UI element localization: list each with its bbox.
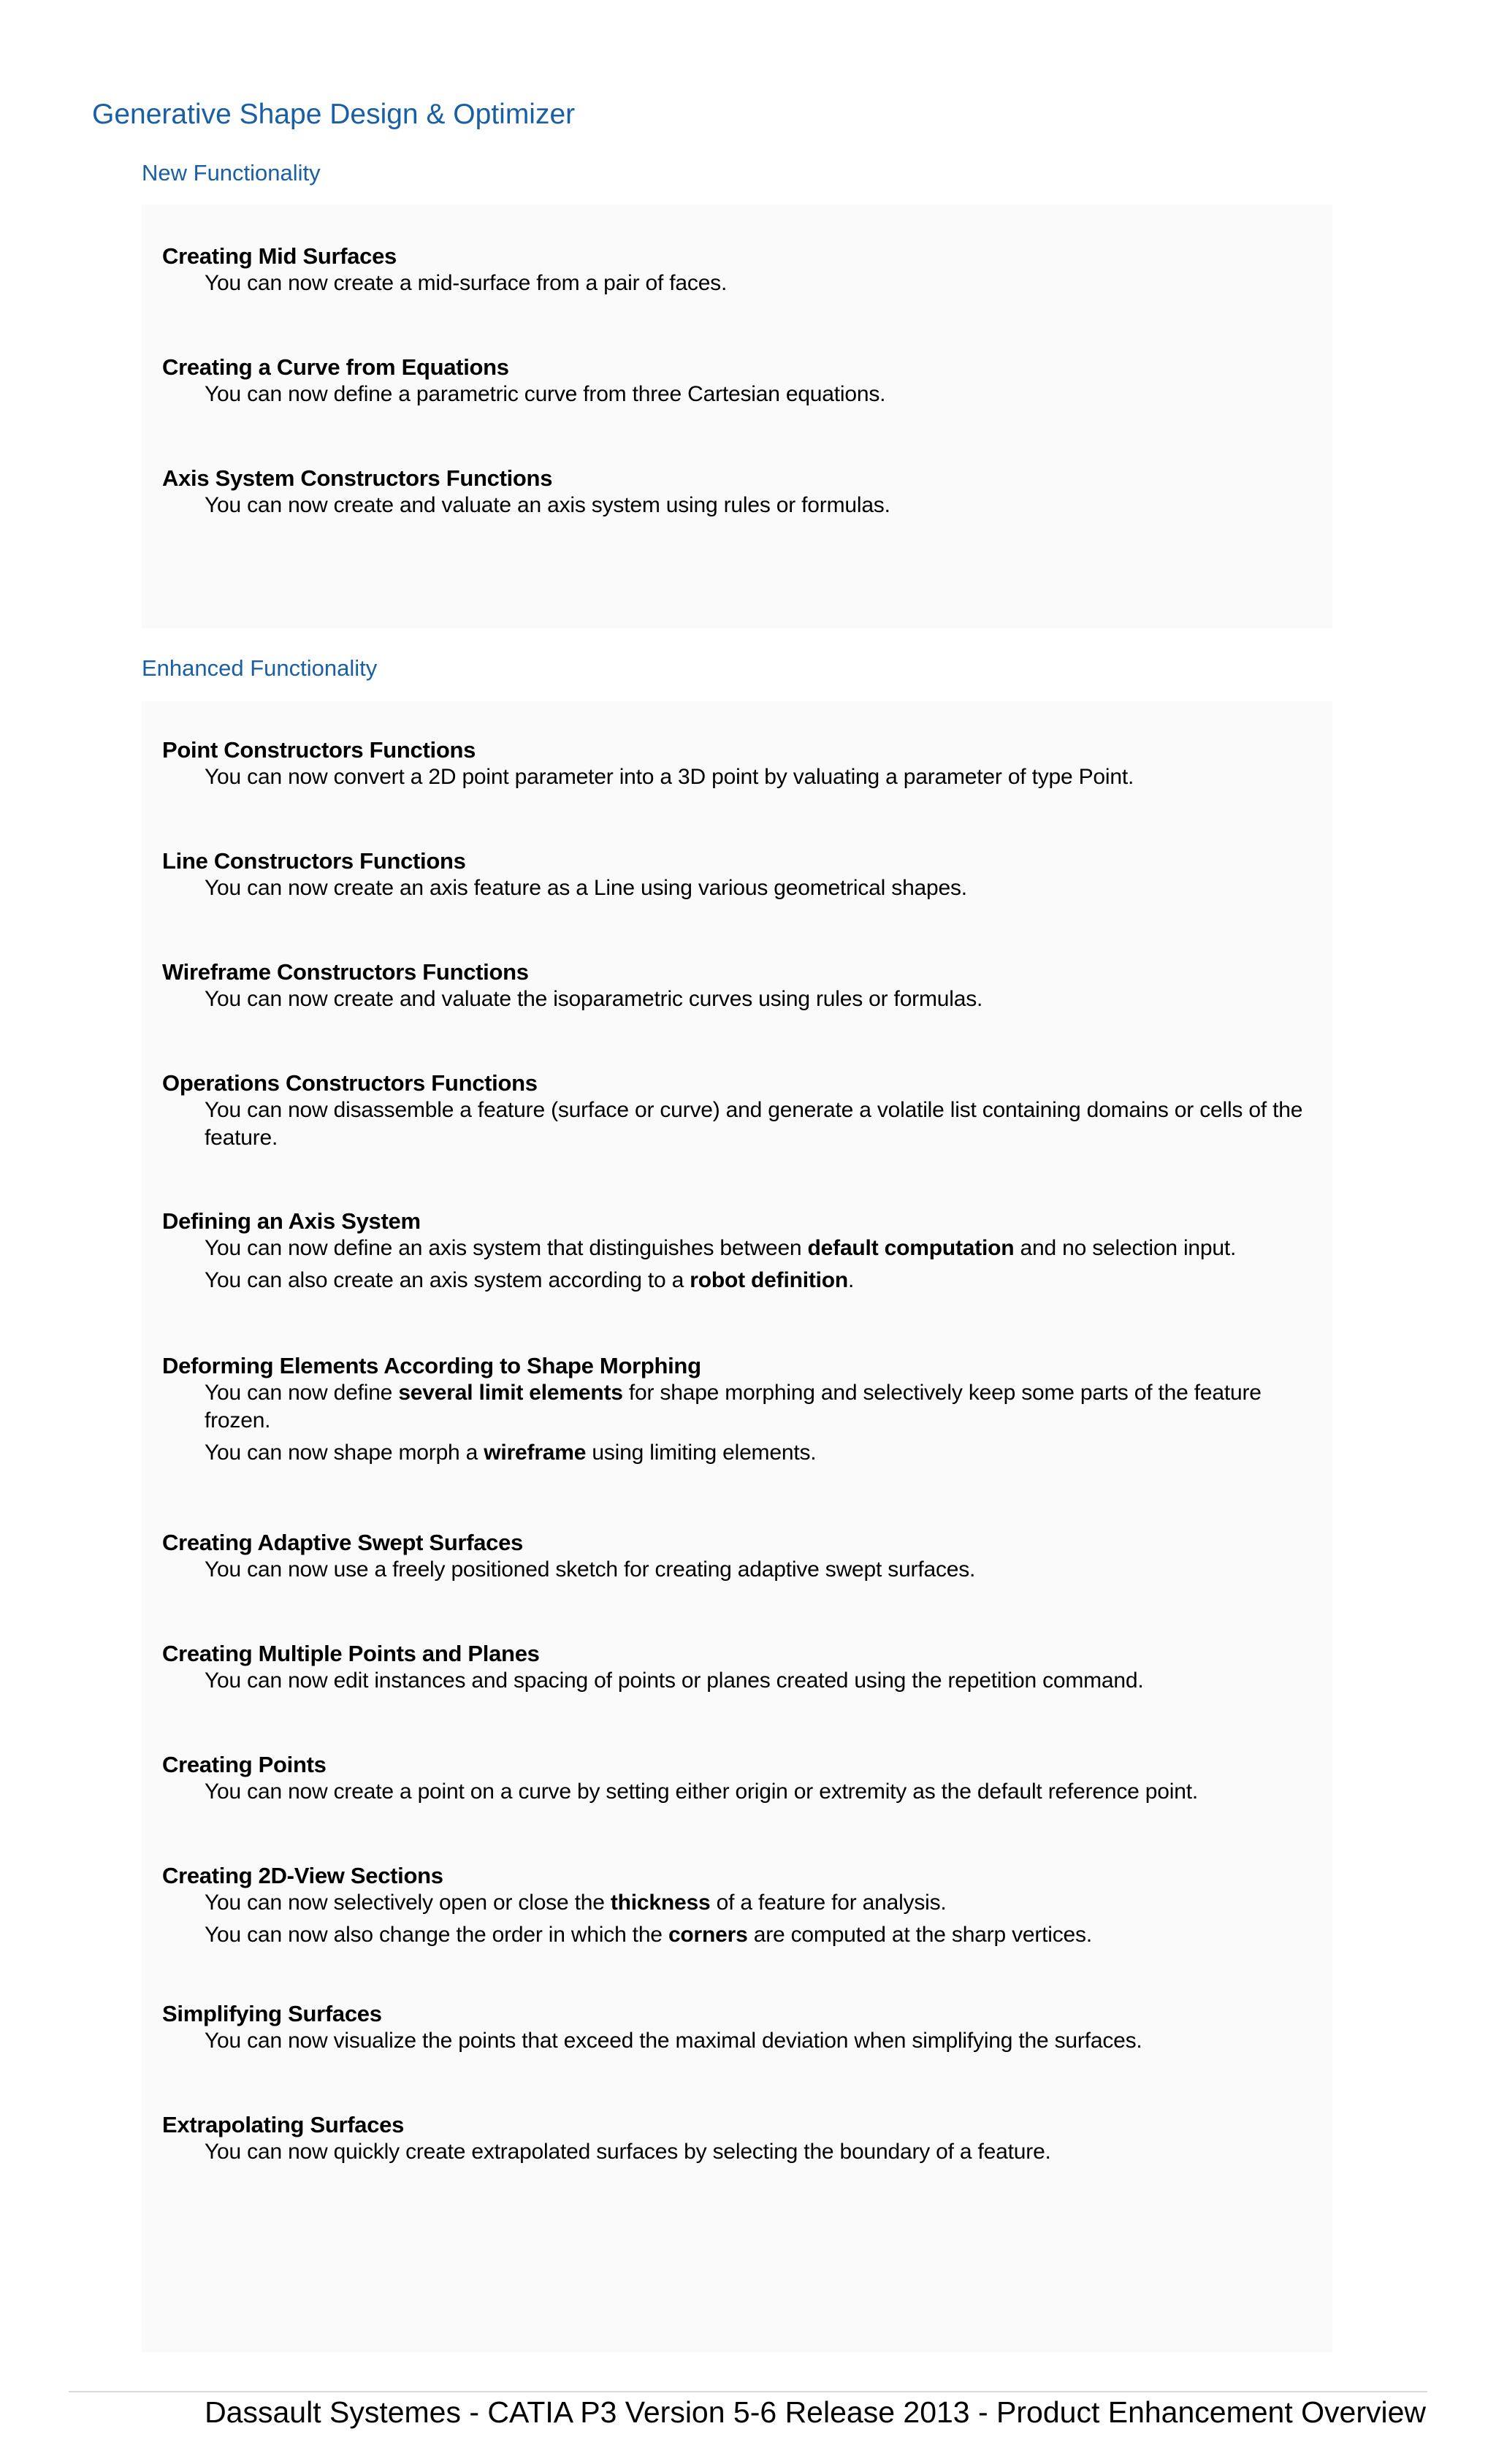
description-text: of a feature for analysis. [710,1891,947,1915]
description-text: for shape morphing and selectively keep some parts of the feature frozen. [205,1381,1262,1433]
feature-title: Extrapolating Surfaces [162,2112,405,2137]
feature-description [162,2027,1316,2055]
feature-entry [162,1208,1316,1294]
description-text: You can now also change the order in which the [205,1923,668,1948]
feature-title: Creating Points [162,1752,327,1777]
feature-description [162,2138,1316,2166]
description-text: You can now create a mid-surface from a pair of faces. [205,271,728,296]
description-text: You can now quickly create extrapolated surfaces by selecting the boundary of a feature. [205,2140,1051,2164]
emphasized-text: robot definition [690,1268,849,1293]
feature-entry [162,354,1316,408]
section-heading: Enhanced Functionality [142,655,378,681]
description-text: and no selection input. [1014,1236,1237,1261]
feature-title: Line Constructors Functions [162,848,466,874]
description-text: You can now define a parametric curve from three Cartesian equations. [205,382,886,407]
feature-description [162,1667,1316,1695]
feature-entry [162,465,1316,519]
feature-description [162,1267,1316,1294]
description-text: You can now visualize the points that exceed the maximal deviation when simplifying the surfaces. [205,2029,1142,2053]
feature-entry [162,1751,1316,1806]
footer-divider [69,2391,1427,2392]
page-title: Generative Shape Design & Optimizer [92,99,576,130]
description-text: You can now edit instances and spacing of points or planes created using the repetition command. [205,1668,1144,1693]
feature-title: Creating Multiple Points and Planes [162,1641,540,1666]
feature-description [162,270,1316,297]
description-text: You can also create an axis system according to a [205,1268,690,1293]
feature-title: Creating Adaptive Swept Surfaces [162,1530,523,1555]
feature-description [162,985,1316,1013]
feature-title: Deforming Elements According to Shape Morphing [162,1353,701,1378]
feature-entry [162,1352,1316,1467]
description-text: You can now create an axis feature as a Line using various geometrical shapes. [205,876,967,901]
feature-description [162,1439,1316,1467]
feature-title: Creating a Curve from Equations [162,354,509,380]
description-text: are computed at the sharp vertices. [747,1923,1092,1948]
feature-description [162,381,1316,408]
feature-title: Wireframe Constructors Functions [162,959,529,985]
feature-entry [162,1069,1316,1152]
description-text: . [848,1268,855,1293]
feature-entry [162,847,1316,902]
feature-entry [162,1862,1316,1949]
emphasized-text: default computation [807,1236,1015,1261]
feature-entry [162,958,1316,1013]
feature-description [162,874,1316,902]
description-text: You can now disassemble a feature (surface or curve) and generate a volatile list containing domains or cells of the feature. [205,1098,1303,1151]
feature-title: Operations Constructors Functions [162,1070,538,1096]
feature-description [162,1778,1316,1806]
feature-title: Axis System Constructors Functions [162,465,553,491]
emphasized-text: corners [668,1923,748,1948]
feature-description [162,1235,1316,1262]
description-text: You can now define an axis system that distinguishes between [205,1236,808,1261]
description-text: You can now create and valuate an axis system using rules or formulas. [205,493,890,518]
feature-entry [162,243,1316,297]
feature-entry [162,2000,1316,2055]
feature-title: Creating 2D-View Sections [162,1863,443,1888]
feature-title: Defining an Axis System [162,1208,421,1234]
section-heading: New Functionality [142,160,321,186]
feature-description [162,1096,1316,1152]
enhanced-functionality-panel [142,701,1332,2352]
emphasized-text: wireframe [484,1441,587,1465]
description-text: You can now shape morph a [205,1441,484,1465]
description-text: You can now convert a 2D point parameter into a 3D point by valuating a parameter of type Point. [205,765,1134,790]
feature-description [162,492,1316,519]
feature-entry [162,2111,1316,2166]
feature-description [162,763,1316,791]
feature-description [162,1921,1316,1949]
description-text: using limiting elements. [586,1441,817,1465]
feature-entry [162,736,1316,791]
emphasized-text: several limit elements [398,1381,623,1405]
description-text: You can now create and valuate the isoparametric curves using rules or formulas. [205,987,983,1012]
emphasized-text: thickness [610,1891,711,1915]
feature-title: Simplifying Surfaces [162,2001,382,2026]
description-text: You can now use a freely positioned sketch for creating adaptive swept surfaces. [205,1557,976,1582]
feature-entry [162,1640,1316,1695]
feature-description [162,1889,1316,1917]
description-text: You can now define [205,1381,399,1405]
feature-entry [162,1529,1316,1584]
feature-title: Creating Mid Surfaces [162,243,397,269]
feature-description [162,1556,1316,1584]
page-footer: Dassault Systemes - CATIA P3 Version 5-6 Release 2013 - Product Enhancement Overview [205,2395,1426,2429]
description-text: You can now create a point on a curve by setting either origin or extremity as the default reference point. [205,1780,1198,1804]
feature-title: Point Constructors Functions [162,737,476,763]
feature-description [162,1379,1316,1435]
description-text: You can now selectively open or close the [205,1891,611,1915]
